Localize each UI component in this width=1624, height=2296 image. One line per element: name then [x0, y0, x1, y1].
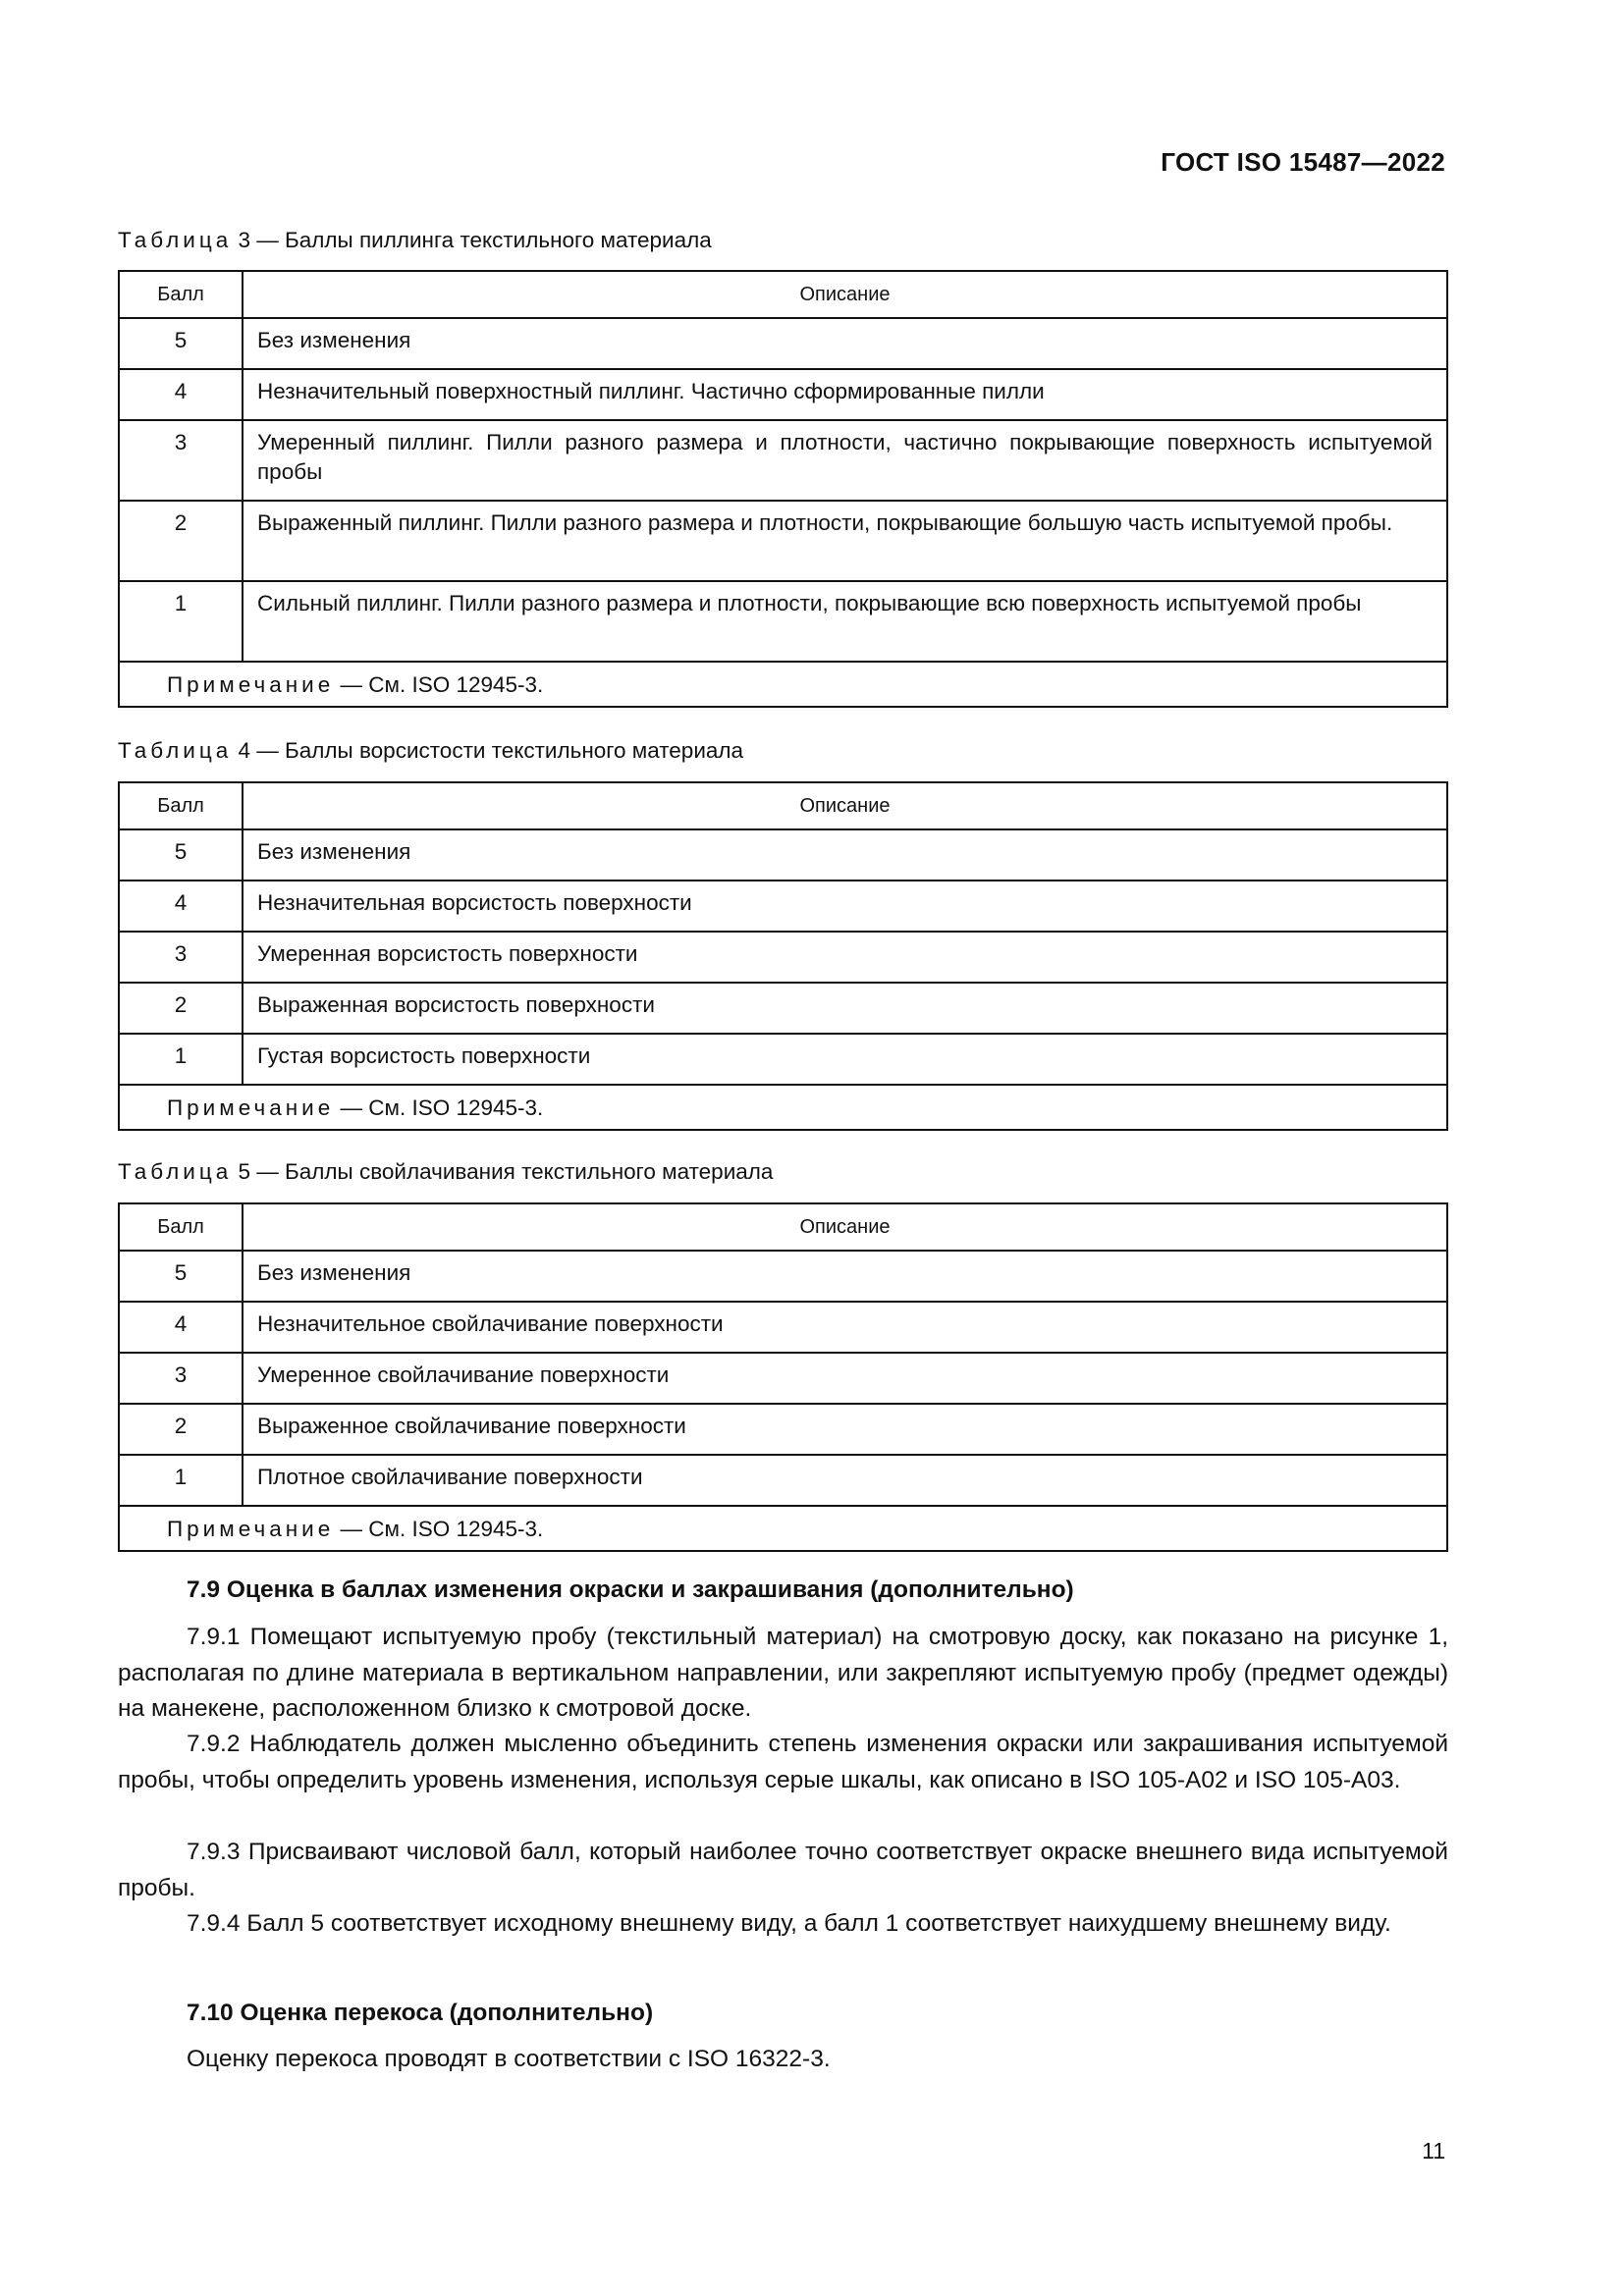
page-number: 11 [1422, 2138, 1445, 2163]
score-cell: 3 [119, 932, 243, 983]
table-row [119, 881, 1447, 932]
description-cell: Плотное свойлачивание поверхности [243, 1455, 1447, 1506]
note-text: — См. ISO 12945-3. [334, 1517, 544, 1541]
column-header-score: Балл [119, 271, 243, 318]
paragraph-7-10: Оценку перекоса проводят в соответствии с ISO 16322-3. [187, 2046, 831, 2072]
table-caption-text: 4 — Баллы ворсистости текстильного материала [232, 738, 744, 763]
description-cell: Умеренное свойлачивание поверхности [243, 1353, 1447, 1404]
table-row [119, 581, 1447, 662]
table-row [119, 1404, 1447, 1455]
table-4-fuzzing [118, 781, 1448, 1131]
document-code: ГОСТ ISO 15487—2022 [1161, 147, 1445, 177]
paragraph-7-9-4: 7.9.4 Балл 5 соответствует исходному внешнему виду, а балл 1 соответствует наихудшему внешнему виду. [187, 1910, 1391, 1937]
score-cell: 4 [119, 881, 243, 932]
table-row [119, 829, 1447, 881]
column-header-score: Балл [119, 1203, 243, 1251]
table-row [119, 1455, 1447, 1506]
score-cell: 2 [119, 983, 243, 1034]
section-7-9-heading: 7.9 Оценка в баллах изменения окраски и закрашивания (дополнительно) [187, 1576, 1074, 1603]
table-3-pilling [118, 270, 1448, 708]
description-cell: Выраженная ворсистость поверхности [243, 983, 1447, 1034]
score-cell: 3 [119, 1353, 243, 1404]
score-cell: 4 [119, 1302, 243, 1353]
paragraph-7-9-2: 7.9.2 Наблюдатель должен мысленно объединить степень изменения окраски или закрашивания испытуемой пробы, чтобы определить уровень изменения, используя серые шкалы, как описано в ISO 105-A02 и ISO 105-A03. [118, 1731, 1448, 1793]
table-row [119, 932, 1447, 983]
description-cell: Сильный пиллинг. Пилли разного размера и плотности, покрывающие всю поверхность испытуемой пробы [243, 581, 1447, 662]
description-cell: Незначительный поверхностный пиллинг. Частично сформированные пилли [243, 369, 1447, 420]
table-caption-text: 5 — Баллы свойлачивания текстильного материала [232, 1159, 774, 1184]
note-text: — См. ISO 12945-3. [334, 1095, 544, 1120]
description-cell: Без изменения [243, 1251, 1447, 1302]
table-row [119, 1034, 1447, 1085]
table-note-row [119, 662, 1447, 707]
table-3-caption [118, 228, 712, 253]
description-cell: Выраженное свойлачивание поверхности [243, 1404, 1447, 1455]
score-cell: 1 [119, 581, 243, 662]
table-row [119, 501, 1447, 581]
description-cell: Незначительная ворсистость поверхности [243, 881, 1447, 932]
column-header-score: Балл [119, 782, 243, 829]
column-header-description: Описание [243, 271, 1447, 318]
table-caption-label: Таблица [118, 738, 233, 763]
table-note [119, 1506, 1447, 1551]
table-row [119, 1251, 1447, 1302]
description-cell: Выраженный пиллинг. Пилли разного размера и плотности, покрывающие большую часть испытуемой пробы. [243, 501, 1447, 581]
description-cell: Умеренная ворсистость поверхности [243, 932, 1447, 983]
description-cell: Незначительное свойлачивание поверхности [243, 1302, 1447, 1353]
table-row [119, 1353, 1447, 1404]
table-4-caption [118, 738, 743, 764]
paragraph-7-9-1: 7.9.1 Помещают испытуемую пробу (текстильный материал) на смотровую доску, как показано на рисунке 1, располагая по длине материала в вертикальном направлении, или закрепляют испытуемую пробу (предмет одежды) на манекене, расположенном близко к смотровой доске. [118, 1624, 1448, 1722]
score-cell: 5 [119, 1251, 243, 1302]
note-label: Примечание [167, 1095, 335, 1120]
description-cell: Умеренный пиллинг. Пилли разного размера и плотности, частично покрывающие поверхность испытуемой пробы [243, 420, 1447, 501]
table-caption-text: 3 — Баллы пиллинга текстильного материала [232, 228, 712, 252]
score-cell: 5 [119, 318, 243, 369]
table-note [119, 662, 1447, 707]
table-caption-label: Таблица [118, 1159, 233, 1184]
paragraph-7-9-3: 7.9.3 Присваивают числовой балл, который наиболее точно соответствует окраске внешнего вида испытуемой пробы. [118, 1839, 1448, 1901]
note-text: — См. ISO 12945-3. [334, 672, 544, 697]
table-row [119, 983, 1447, 1034]
score-cell: 5 [119, 829, 243, 881]
note-label: Примечание [167, 1517, 335, 1541]
table-row [119, 1302, 1447, 1353]
table-note [119, 1085, 1447, 1130]
score-cell: 2 [119, 501, 243, 581]
table-5-felting [118, 1202, 1448, 1552]
table-note-row [119, 1506, 1447, 1551]
description-cell: Густая ворсистость поверхности [243, 1034, 1447, 1085]
table-note-row [119, 1085, 1447, 1130]
table-row [119, 318, 1447, 369]
table-caption-label: Таблица [118, 228, 233, 252]
table-5-caption [118, 1159, 773, 1185]
score-cell: 1 [119, 1034, 243, 1085]
score-cell: 1 [119, 1455, 243, 1506]
score-cell: 2 [119, 1404, 243, 1455]
table-row [119, 369, 1447, 420]
description-cell: Без изменения [243, 318, 1447, 369]
table-row [119, 420, 1447, 501]
column-header-description: Описание [243, 1203, 1447, 1251]
note-label: Примечание [167, 672, 335, 697]
score-cell: 3 [119, 420, 243, 501]
column-header-description: Описание [243, 782, 1447, 829]
description-cell: Без изменения [243, 829, 1447, 881]
section-7-10-heading: 7.10 Оценка перекоса (дополнительно) [187, 2000, 654, 2026]
score-cell: 4 [119, 369, 243, 420]
